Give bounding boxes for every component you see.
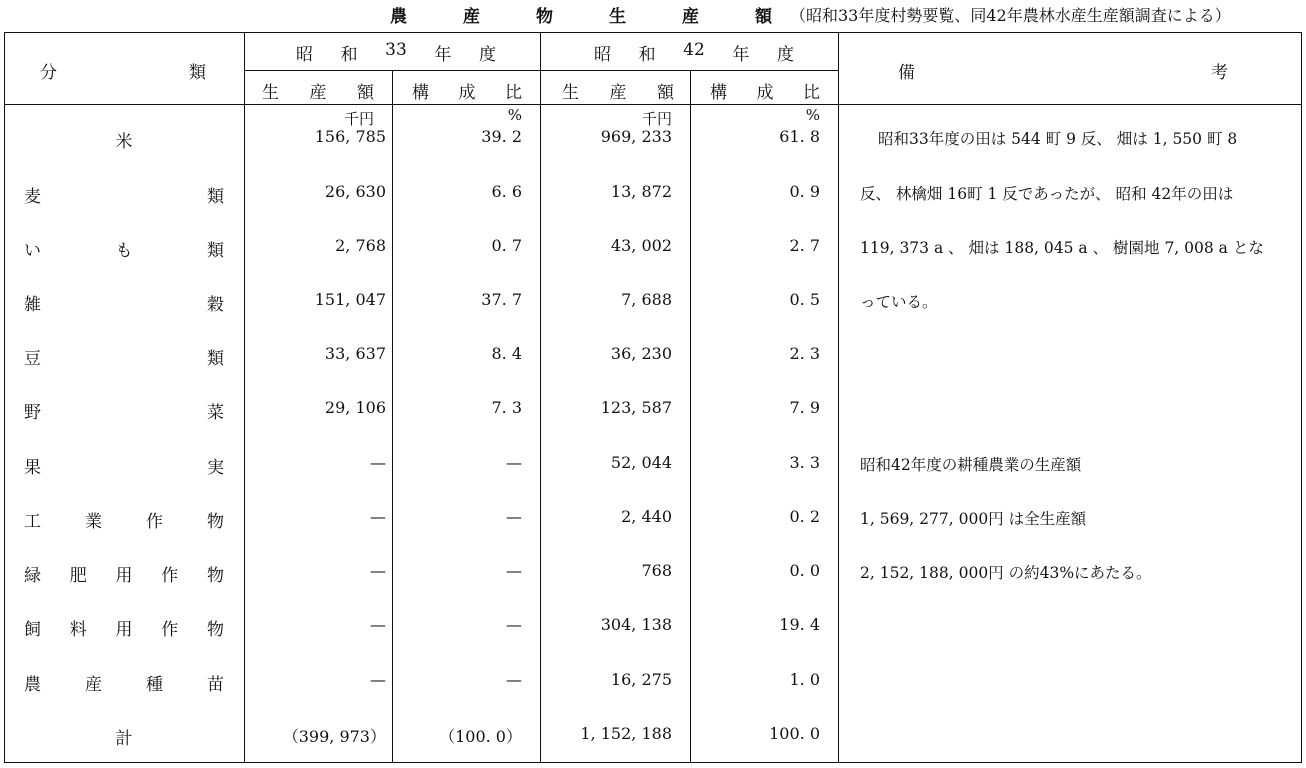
heading-char: 年	[732, 45, 750, 65]
heading-char: 分	[40, 63, 57, 83]
title-row	[0, 0, 1306, 30]
row-category	[24, 236, 224, 261]
heading-char: 和	[340, 45, 358, 65]
header-prod-33	[262, 78, 374, 103]
row-category-char: 果	[24, 458, 41, 478]
row-category-char: 用	[115, 566, 133, 586]
cell-ratio-42: 7. 9	[789, 398, 820, 417]
header-category	[40, 58, 206, 83]
cell-value-33: —	[370, 453, 386, 472]
row-category	[24, 344, 224, 369]
row-category-char: 苗	[207, 675, 224, 695]
cell-ratio-42: 0. 2	[789, 507, 820, 526]
heading-char: 和	[638, 45, 656, 65]
unit-pct-42: %	[805, 106, 820, 124]
cell-ratio-42: 61. 8	[779, 127, 820, 146]
heading-char: 昭	[594, 45, 611, 65]
row-category-char: 用	[115, 620, 133, 640]
row-category	[24, 398, 224, 423]
row-category-char: 業	[85, 512, 102, 532]
heading-char: 生	[562, 83, 579, 103]
heading-char: 構	[710, 83, 727, 103]
cell-ratio-33: （100. 0）	[439, 727, 522, 746]
heading-char: 生	[609, 7, 626, 27]
cell-ratio-42: 0. 5	[789, 290, 820, 309]
row-category	[24, 182, 224, 207]
row-category-char: 麦	[24, 187, 41, 207]
heading-char: 類	[189, 63, 206, 83]
row-category: 計	[115, 729, 133, 749]
cell-ratio-33: 7. 3	[491, 398, 522, 417]
row-category-char: 飼	[24, 620, 41, 640]
cell-value-33: （399, 973）	[282, 727, 386, 746]
heading-char: 成	[458, 83, 476, 103]
row-category	[24, 507, 224, 532]
remarks-line: 反、 林檎畑 16町 1 反であったが、 昭和 42年の田は	[860, 185, 1234, 203]
row-category-char: 類	[207, 349, 224, 369]
cell-value-42: 13, 872	[610, 182, 672, 201]
heading-char: 物	[536, 7, 553, 27]
cell-ratio-42: 0. 9	[789, 182, 820, 201]
cell-value-33: 29, 106	[324, 398, 386, 417]
cell-value-42: 36, 230	[610, 344, 672, 363]
cell-ratio-42: 1. 0	[789, 670, 820, 689]
row-category-char: 緑	[24, 566, 41, 586]
row-category-char: 野	[24, 403, 41, 423]
row-category	[24, 290, 224, 315]
cell-ratio-33: —	[506, 561, 522, 580]
heading-char: 産	[609, 83, 627, 103]
row-category-char: 物	[207, 620, 224, 640]
heading-char: 備	[898, 63, 915, 83]
heading-char: 生	[262, 83, 279, 103]
rule-left	[4, 32, 5, 763]
header-ratio-42	[710, 78, 820, 103]
row-category	[24, 561, 224, 586]
heading-char: 度	[478, 45, 496, 65]
cell-value-42: 768	[641, 561, 672, 580]
cell-ratio-33: 37. 7	[481, 290, 522, 309]
heading-char: 度	[776, 45, 794, 65]
row-category-char: 農	[24, 675, 41, 695]
row-category	[24, 453, 224, 478]
cell-value-33: 33, 637	[324, 344, 386, 363]
row-category-char: 豆	[24, 349, 41, 369]
heading-char: 考	[1211, 63, 1228, 83]
rule-col-2	[392, 70, 393, 763]
cell-ratio-33: 39. 2	[481, 127, 522, 146]
cell-ratio-42: 2. 3	[789, 344, 820, 363]
remarks-line: 1, 569, 277, 000円 は全生産額	[860, 510, 1087, 528]
cell-value-33: 2, 768	[335, 236, 386, 255]
unit-yen-42: 千円	[641, 110, 672, 128]
row-category-char: い	[24, 241, 41, 261]
cell-ratio-33: —	[506, 670, 522, 689]
heading-char: 構	[412, 83, 429, 103]
header-prod-42	[562, 78, 674, 103]
cell-ratio-42: 2. 7	[789, 236, 820, 255]
row-category-char: 菜	[207, 403, 224, 423]
cell-value-42: 304, 138	[600, 615, 672, 634]
row-category-char: 実	[207, 458, 224, 478]
row-category-char: 作	[161, 566, 179, 586]
heading-char: 産	[463, 7, 480, 27]
remarks-line: っている。	[860, 293, 938, 311]
table-source: （昭和33年度村勢要覧、同42年農林水産生産額調査による）	[790, 6, 1231, 25]
cell-ratio-33: —	[506, 615, 522, 634]
cell-value-33: 151, 047	[314, 290, 386, 309]
row-category-char: 類	[207, 187, 224, 207]
row-category-char: 作	[161, 620, 179, 640]
heading-char: 昭	[296, 45, 313, 65]
row-category	[24, 670, 224, 695]
cell-value-33: 156, 785	[314, 127, 386, 146]
heading-char: 産	[309, 83, 327, 103]
cell-ratio-33: —	[506, 453, 522, 472]
heading-char: 額	[357, 83, 374, 103]
rule-col-5	[838, 32, 839, 763]
rule-col-1	[244, 32, 245, 763]
heading-char: 成	[756, 83, 774, 103]
unit-yen-33: 千円	[343, 110, 374, 128]
cell-value-42: 969, 233	[600, 127, 672, 146]
cell-ratio-33: 0. 7	[491, 236, 522, 255]
heading-char: 33	[385, 40, 407, 60]
heading-char: 比	[505, 83, 522, 103]
header-year-42	[594, 40, 794, 65]
cell-value-42: 52, 044	[610, 453, 672, 472]
header-remarks	[898, 58, 1228, 83]
rule-col-3	[540, 32, 541, 763]
rule-bottom	[4, 762, 1302, 763]
heading-char: 産	[682, 7, 699, 27]
row-category	[24, 615, 224, 640]
cell-ratio-33: 8. 4	[491, 344, 522, 363]
cell-ratio-33: 6. 6	[491, 182, 522, 201]
cell-value-42: 123, 587	[600, 398, 672, 417]
remarks-line: 119, 373 a 、 畑は 188, 045 a 、 樹園地 7, 008 a とな	[860, 239, 1264, 257]
cell-value-33: —	[370, 507, 386, 526]
row-category-char: 産	[85, 675, 102, 695]
row-category-char: 作	[146, 512, 163, 532]
row-category-char: 種	[146, 675, 163, 695]
row-category: 米	[115, 132, 133, 152]
unit-pct-33: %	[507, 106, 522, 124]
row-category-char: 工	[24, 512, 41, 532]
cell-value-33: —	[370, 670, 386, 689]
header-ratio-33	[412, 78, 522, 103]
cell-ratio-33: —	[506, 507, 522, 526]
rule-right	[1301, 32, 1302, 763]
cell-ratio-42: 0. 0	[789, 561, 820, 580]
cell-value-42: 43, 002	[610, 236, 672, 255]
row-category-char: も	[115, 241, 133, 261]
heading-char: 42	[683, 40, 705, 60]
table-title	[390, 2, 772, 27]
cell-value-33: —	[370, 615, 386, 634]
remarks-line: 昭和33年度の田は 544 町 9 反、 畑は 1, 550 町 8	[878, 130, 1238, 148]
row-category-char: 穀	[207, 295, 224, 315]
cell-ratio-42: 100. 0	[769, 724, 820, 743]
row-category-char: 雑	[24, 295, 41, 315]
row-category-char: 物	[207, 512, 224, 532]
row-category-char: 肥	[69, 566, 87, 586]
row-category-char: 料	[69, 620, 87, 640]
cell-value-42: 1, 152, 188	[580, 724, 672, 743]
cell-value-42: 7, 688	[621, 290, 672, 309]
cell-value-33: —	[370, 561, 386, 580]
remarks-line: 昭和42年度の耕種農業の生産額	[860, 456, 1082, 474]
heading-char: 額	[755, 7, 772, 27]
rule-col-4	[690, 70, 691, 763]
rule-header-bottom	[4, 104, 1302, 105]
remarks-line: 2, 152, 188, 000円 の約43%にあたる。	[860, 564, 1152, 582]
cell-value-42: 2, 440	[621, 507, 672, 526]
cell-value-33: 26, 630	[324, 182, 386, 201]
cell-value-42: 16, 275	[610, 670, 672, 689]
row-category-char: 類	[207, 241, 224, 261]
heading-char: 額	[657, 83, 674, 103]
row-category-char: 物	[207, 566, 224, 586]
cell-ratio-42: 3. 3	[789, 453, 820, 472]
header-year-33	[296, 40, 496, 65]
rule-header-mid	[244, 70, 838, 71]
rule-top	[4, 32, 1302, 33]
heading-char: 年	[434, 45, 452, 65]
heading-char: 比	[803, 83, 820, 103]
heading-char: 農	[390, 7, 407, 27]
cell-ratio-42: 19. 4	[779, 615, 820, 634]
